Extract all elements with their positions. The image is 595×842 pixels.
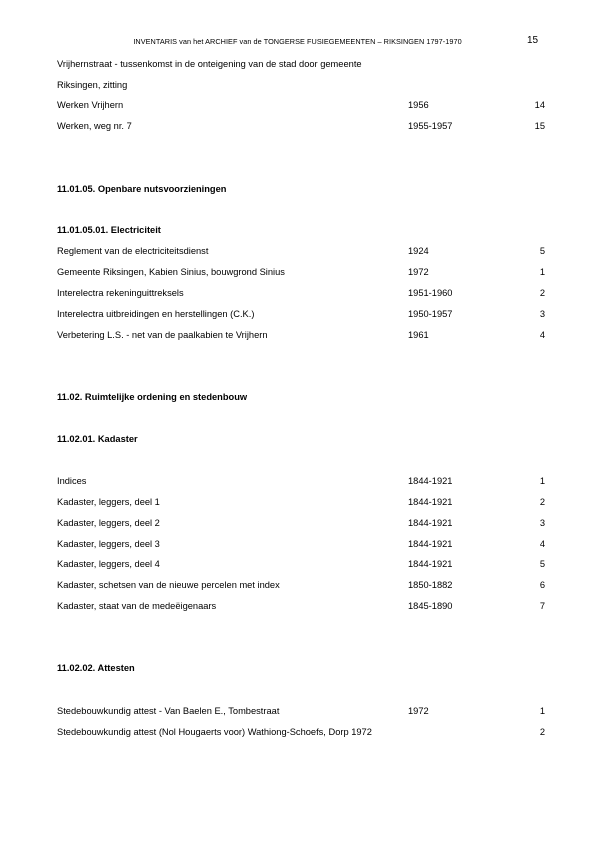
inventory-row	[57, 288, 545, 302]
intro-line: Vrijhernstraat - tussenkomst in de onteigening van de stad door gemeente	[57, 59, 362, 69]
row-number: 4	[539, 539, 545, 549]
page-header-title: INVENTARIS van het ARCHIEF van de TONGERSE FUSIEGEMEENTEN – RIKSINGEN 1797-1970	[133, 37, 462, 46]
inventory-row	[57, 121, 545, 135]
inventory-row	[57, 580, 545, 594]
row-number: 6	[539, 580, 545, 590]
row-date: 1844-1921	[408, 497, 453, 507]
row-date: 1950-1957	[408, 309, 453, 319]
row-number: 15	[534, 121, 545, 131]
row-date: 1924	[408, 246, 429, 256]
inventory-row	[57, 518, 545, 532]
row-description: Kadaster, leggers, deel 2	[57, 518, 160, 528]
row-description: Werken, weg nr. 7	[57, 121, 132, 131]
inventory-row	[57, 601, 545, 615]
row-date: 1951-1960	[408, 288, 453, 298]
row-date: 1972	[408, 706, 429, 716]
row-date: 1844-1921	[408, 476, 453, 486]
inventory-row	[57, 559, 545, 573]
inventory-row	[57, 497, 545, 511]
row-description: Verbetering L.S. - net van de paalkabien te Vrijhern	[57, 330, 268, 340]
row-number: 5	[539, 559, 545, 569]
row-number: 2	[539, 497, 545, 507]
row-number: 4	[539, 330, 545, 340]
row-description: Indices	[57, 476, 87, 486]
row-number: 1	[539, 476, 545, 486]
row-date: 1850-1882	[408, 580, 453, 590]
inventory-row	[57, 727, 545, 741]
row-description: Werken Vrijhern	[57, 100, 124, 110]
row-date: 1956	[408, 100, 429, 110]
row-date: 1955-1957	[408, 121, 453, 131]
row-number: 2	[539, 288, 545, 298]
inventory-row	[57, 246, 545, 260]
row-description: Stedebouwkundig attest - Van Baelen E., Tombestraat	[57, 706, 280, 716]
inventory-row	[57, 706, 545, 720]
row-description: Interelectra uitbreidingen en herstellingen (C.K.)	[57, 309, 255, 319]
section-heading: 11.02. Ruimtelijke ordening en stedenbouw	[57, 392, 248, 402]
row-date: 1961	[408, 330, 429, 340]
row-number: 2	[539, 727, 545, 737]
subsection-heading: 11.02.01. Kadaster	[57, 434, 138, 444]
row-description: Kadaster, leggers, deel 4	[57, 559, 160, 569]
inventory-row	[57, 539, 545, 553]
row-description: Kadaster, leggers, deel 1	[57, 497, 160, 507]
row-number: 1	[539, 706, 545, 716]
row-number: 1	[539, 267, 545, 277]
row-description: Reglement van de electriciteitsdienst	[57, 246, 209, 256]
intro-line: Riksingen, zitting	[57, 80, 128, 90]
row-date: 1972	[408, 267, 429, 277]
inventory-row	[57, 100, 545, 114]
row-date: 1844-1921	[408, 559, 453, 569]
row-description: Kadaster, schetsen van de nieuwe percelen met index	[57, 580, 280, 590]
row-description: Stedebouwkundig attest (Nol Hougaerts voor) Wathiong-Schoefs, Dorp 1972	[57, 727, 372, 737]
section-heading: 11.01.05. Openbare nutsvoorzieningen	[57, 184, 227, 194]
inventory-row	[57, 330, 545, 344]
inventory-row	[57, 476, 545, 490]
row-date: 1844-1921	[408, 539, 453, 549]
row-description: Kadaster, leggers, deel 3	[57, 539, 160, 549]
inventory-row	[57, 267, 545, 281]
subsection-heading: 11.02.02. Attesten	[57, 663, 135, 673]
row-number: 14	[534, 100, 545, 110]
row-description: Interelectra rekeninguittreksels	[57, 288, 184, 298]
inventory-row	[57, 309, 545, 323]
row-number: 7	[539, 601, 545, 611]
row-number: 3	[539, 518, 545, 528]
row-number: 3	[539, 309, 545, 319]
row-date: 1844-1921	[408, 518, 453, 528]
subsection-heading: 11.01.05.01. Electriciteit	[57, 225, 161, 235]
page-number: 15	[527, 35, 539, 46]
row-description: Gemeente Riksingen, Kabien Sinius, bouwgrond Sinius	[57, 267, 285, 277]
row-description: Kadaster, staat van de medeëigenaars	[57, 601, 217, 611]
row-date: 1845-1890	[408, 601, 453, 611]
row-number: 5	[539, 246, 545, 256]
